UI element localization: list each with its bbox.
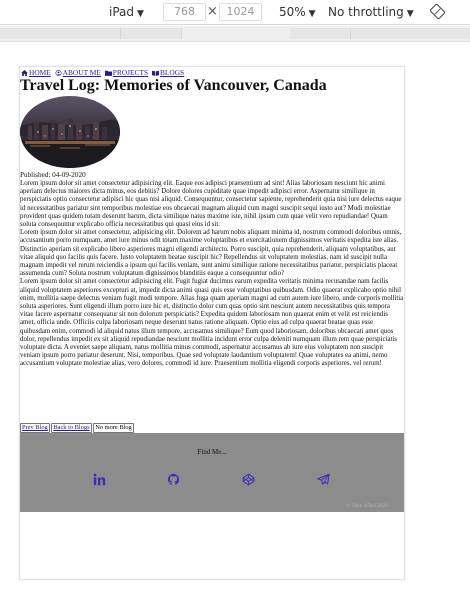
media-query-segment[interactable]	[351, 28, 470, 39]
post-hero-image	[20, 96, 120, 168]
nav-home-label: HOME	[29, 68, 51, 77]
zoom-select[interactable]	[279, 5, 316, 19]
media-query-segment[interactable]	[0, 28, 121, 39]
rotate-icon[interactable]	[430, 4, 445, 19]
user-circle-icon	[55, 70, 62, 76]
post-paragraph: Lorem ipsum dolor sit amet consectetur adipisicing elit. Fugit fugiat ducimus earum expedita veritatis minima recusandae nam facilis aliquid voluptatem asperiores excepturi at, impedit dicta animi quasi quis esse voluptatibus quibusdam. Odio quaerat explicabo optio nihil enim, mollitia saepe delectus veniam fugit modi tempore. Alias fuga quam aperiam magni ad cum autem iure libero, unde corporis mollitia soluta asperiores. Sunt eligendi illum porro iure hic et, distinctio dolor cum quas optio sint nesciunt autem necessitatibus quis tempora vitae facere aspernatur consequatur sit non dolorum perspiciatis? Expedita quidem laboriosam non quaerat enim et velit est reiciendis amet, officia unde. Officiis culpa laboriosam neque deserunt natus ratione aliquam. Optio eius ad culpa quaerat beatae quas esse quibusdam enim, commodi id aliquid natus illum tempore, accusamus similique? Eum quod laboriosam, doloribus obcaecati amet quos dolor, repellendus impedit ex sit aliquid repudiandae nesciunt mollitia incidunt error culpa deleniti numquam illum rem quae perspiciatis voluptate dicta. A eveniet saepe aliquam, natus mollitia minus commodi, aspernatur accusamus ab iure eius voluptatem non suscipit veniam ipsum porro pariatur deserunt. Nisi, temporibus. Quae sed voluptate laudantium voluptatem! Quae voluptates ea animi, nemo accusantium voluptate molestiae alias, vero dolores, commodi id iure. Praesentium mollitia eligendi corporis asperiores, vel rerum!	[20, 278, 404, 368]
viewport-width-input[interactable]: 768	[163, 3, 206, 21]
home-icon	[21, 70, 28, 76]
throttling-select[interactable]	[328, 5, 414, 19]
back-to-blogs-button[interactable]: Back to Blogs	[53, 424, 90, 431]
telegram-icon[interactable]	[317, 473, 330, 486]
chevron-down-icon: ▼	[406, 9, 414, 19]
github-icon[interactable]	[167, 473, 180, 486]
blog-pager	[20, 423, 134, 433]
no-more-blog-button[interactable]: No more Blog	[95, 424, 132, 431]
book-icon	[152, 70, 159, 76]
nav-about-label: ABOUT ME	[62, 68, 101, 77]
nav-projects-label: PROJECTS	[112, 68, 149, 77]
post-title: Travel Log: Memories of Vancouver, Canada	[20, 77, 327, 94]
post-paragraph: Lorem ipsum dolor sit amet consectetur, adipisicing elit. Dolorem ad harum nobis aliquam minima id, nostrum commodi doloribus omnis, accusantium porro numquam, amet iure minus odit totam maxime voluptatibus et exercitationem dignissimos veritatis expedita iste alias. Distinctio aperiam sit explicabo libero asperiores magni eligendi architecto. Porro suscipit, quia reprehenderit, aliquam voluptatibus, aut vitae aliquid quo facilis quis facere. Iusto voluptatem beatae suscipit hic? Repellendus sit voluptatem molestias, nam id suscipit nulla magnam impedit vel rerum reiciendis a ipsum qui facilis veniam, sunt animi similique ratione necessitatibus pariatur, perspiciatis placeat assumenda cum? Soluta nostrum voluptatum dignissimos blanditiis eaque a consequuntur odio?	[20, 229, 402, 278]
find-me-heading: Find Me...	[197, 448, 227, 456]
device-toolbar	[0, 0, 470, 25]
throttling-value: No throttling	[328, 5, 404, 19]
media-query-segment[interactable]	[121, 28, 182, 39]
prev-blog-button[interactable]: Prev Blog	[22, 424, 48, 431]
device-name: iPad	[109, 5, 135, 19]
nav-blogs-label: BLOGS	[159, 68, 185, 77]
site-footer	[20, 433, 404, 512]
viewport-height-input[interactable]: 1024	[219, 3, 262, 21]
dimension-separator: ×	[207, 4, 218, 19]
post-paragraph: Lorem ipsum dolor sit amet consectetur adipisicing elit. Eaque eos adipisci praesentium ad sint! Alias laboriosam nesciunt hic animi aperiam delectus maiores dicta minus, eos debitis? Dolore dolores cupiditate quae impedit adipisci error. Aspernatur similique in perspiciatis optio consectetur adipisci hic quas nisi aliquid. Consequuntur, consectetur sapiente, reprehenderit quia nisi iure delectus eaque id necessitatibus pariatur sint temporibus molestiae eos obcaecati magnam aliquid cum magni suscipit sequi iusto aut? Modi molestiae provident quas quidem totam deserunt harum, dicta similique natus maxime iste, nihil ipsum cum quae velit vero repudiandae! Quam soluta consequuntur explicabo officia necessitatibus qui quasi eius id sit.	[20, 180, 402, 229]
published-date: Published: 04-09-2020	[20, 171, 86, 179]
vancouver-skyline-photo	[20, 96, 120, 168]
codepen-icon[interactable]	[242, 473, 255, 486]
emulated-page	[19, 66, 405, 580]
copyright-text: © Chee ©Toni 2020	[346, 503, 388, 508]
device-select[interactable]	[109, 5, 144, 19]
media-query-bar[interactable]	[0, 26, 470, 42]
folder-icon	[105, 70, 112, 76]
chevron-down-icon: ▼	[308, 9, 316, 19]
post-body	[20, 180, 404, 369]
social-links	[20, 473, 404, 487]
media-query-segment[interactable]	[290, 28, 351, 39]
zoom-value: 50%	[279, 5, 306, 19]
chevron-down-icon: ▼	[137, 9, 144, 19]
linkedin-icon[interactable]	[93, 473, 106, 486]
